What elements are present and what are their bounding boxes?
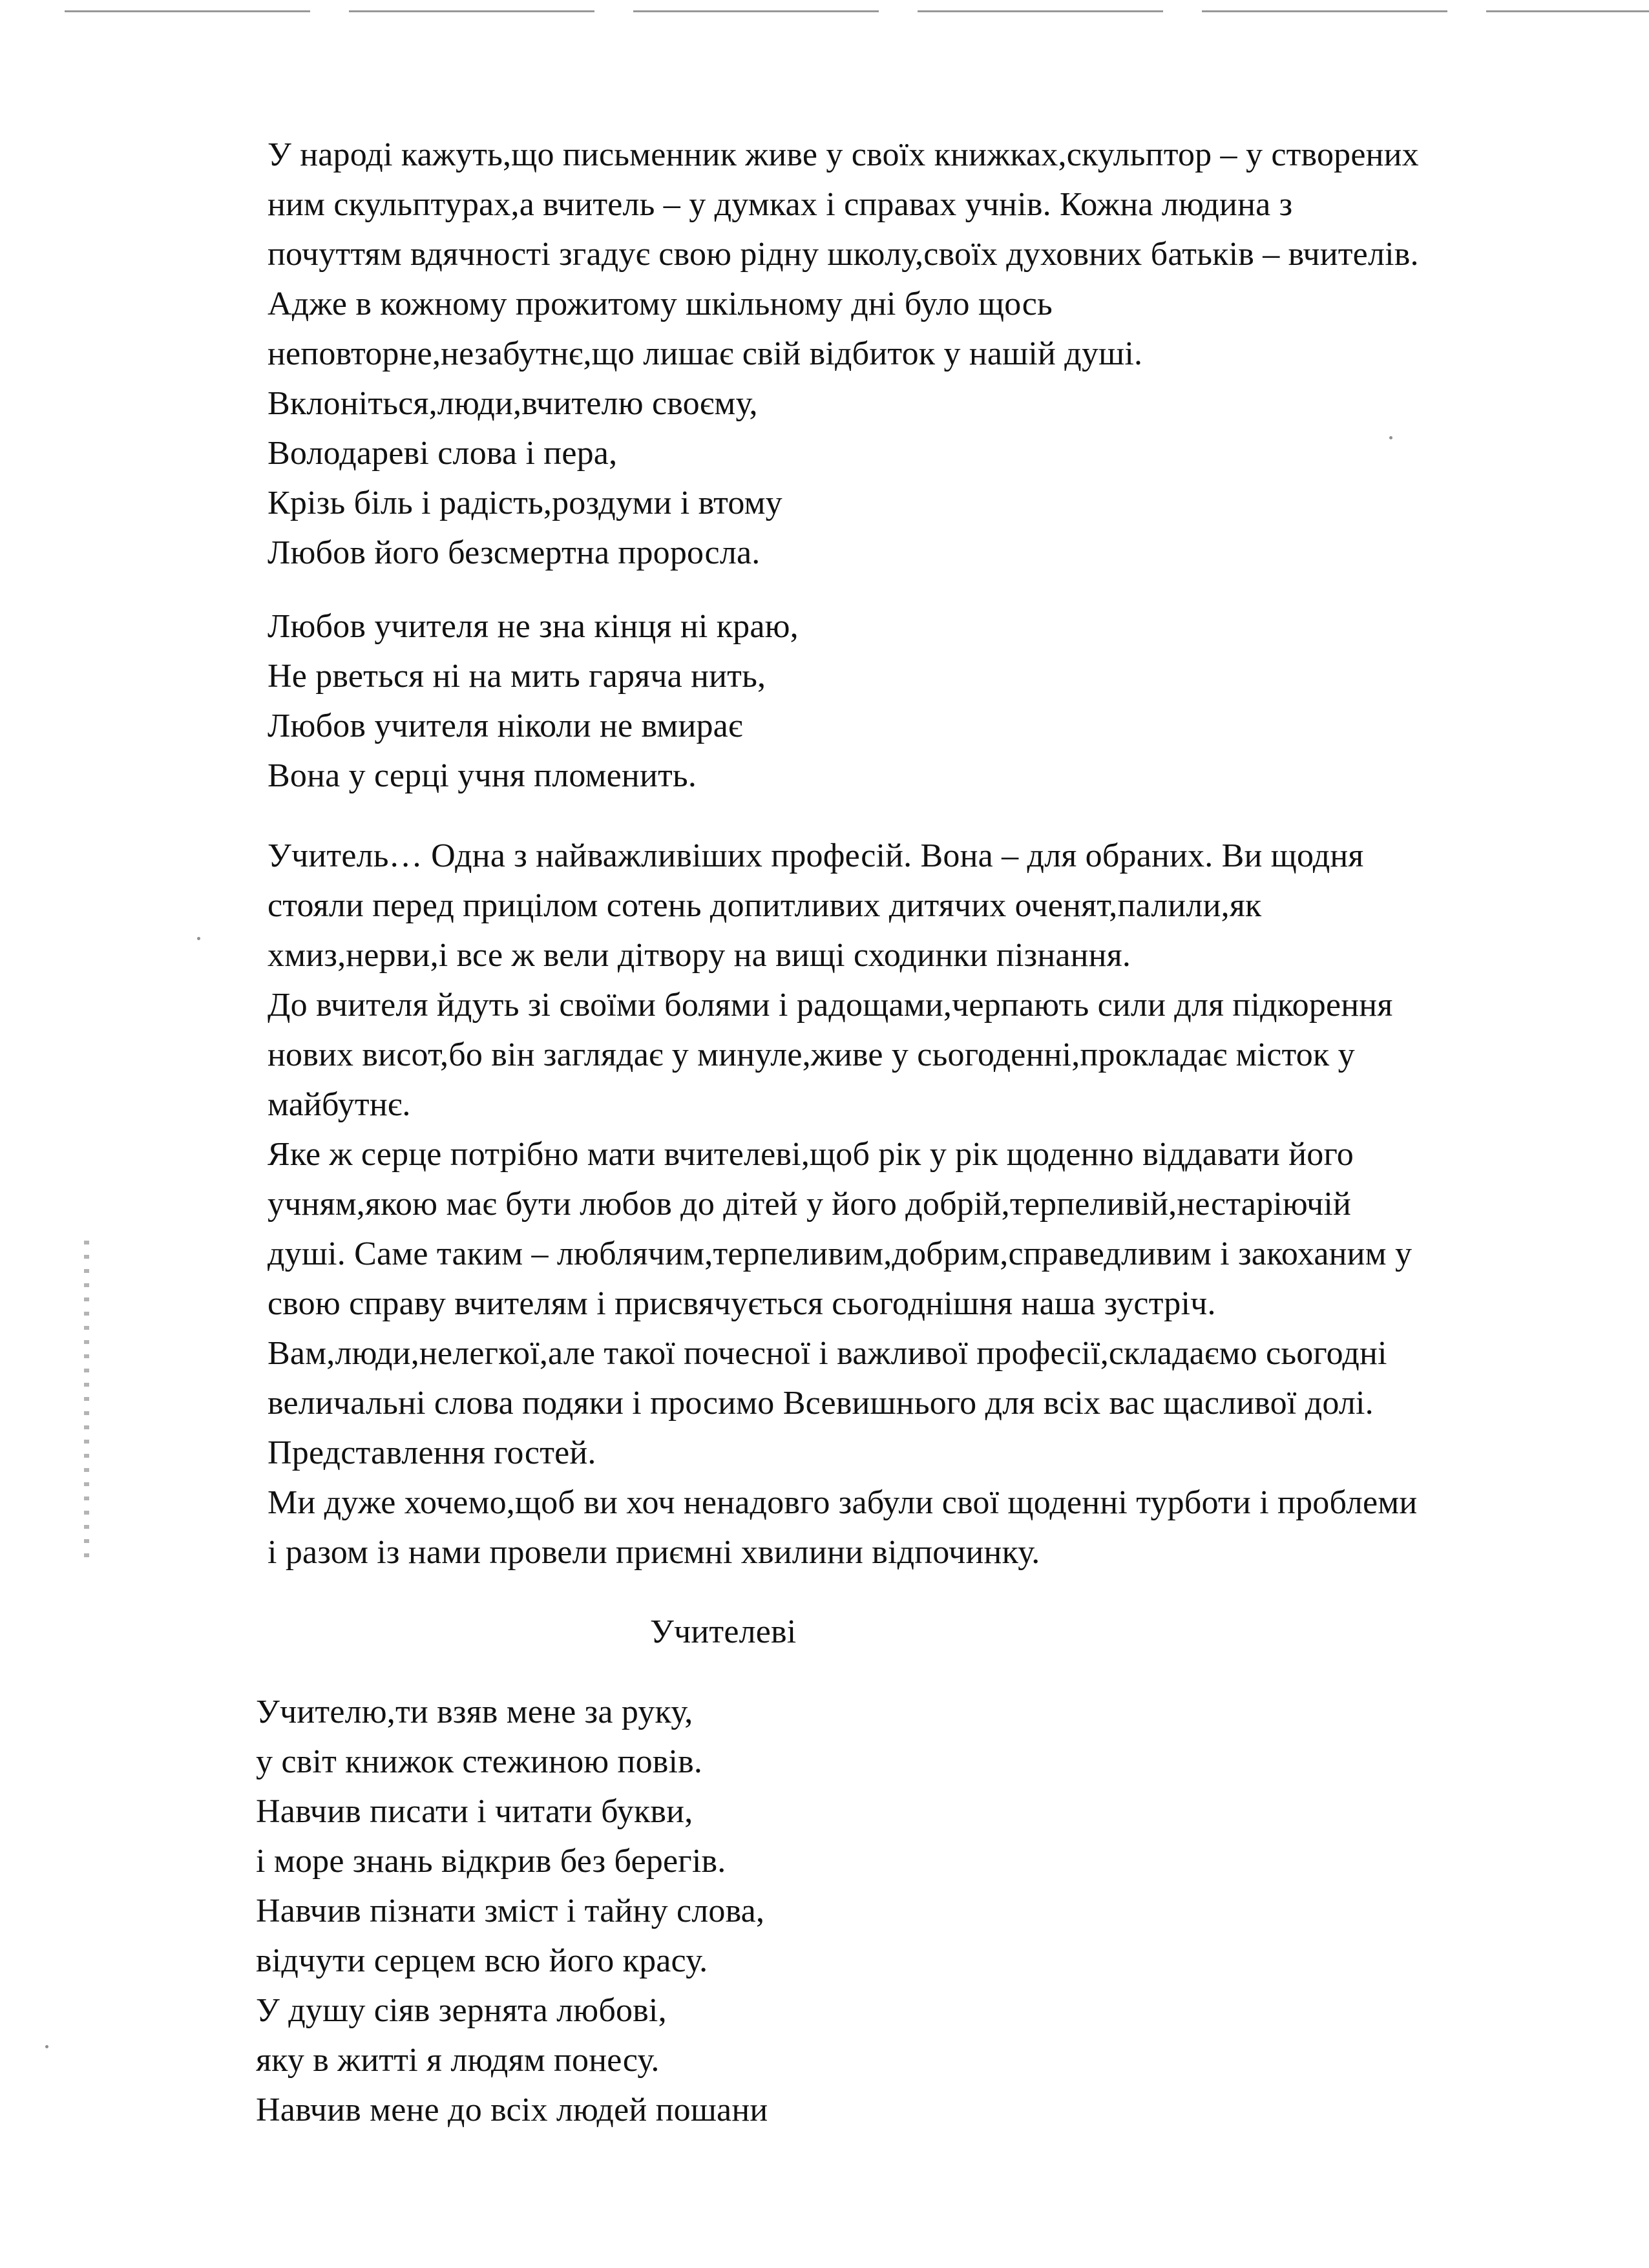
body-line: Представлення гостей. xyxy=(268,1434,596,1471)
body-line: Ми дуже хочемо,щоб ви хоч ненадовго забули свої щоденні турботи і проблеми xyxy=(268,1484,1418,1521)
body-line: До вчителя йдуть зі своїми болями і радощами,черпають сили для підкорення xyxy=(268,987,1393,1024)
poem-line: Учителю,ти взяв мене за руку, xyxy=(256,1694,693,1730)
body-line: Учитель… Одна з найважливіших професій. Вона – для обраних. Ви щодня xyxy=(268,837,1364,874)
intro-line: У народі кажуть,що письменник живе у своїх книжках,скульптор – у створених xyxy=(268,136,1419,173)
poem-line: Любов учителя не зна кінця ні краю, xyxy=(268,608,799,645)
body-line: учням,якою має бути любов до дітей у його добрій,терпеливій,нестаріючій xyxy=(268,1186,1352,1223)
poem-line: Любов учителя ніколи не вмирає xyxy=(268,708,743,744)
poem-line: У душу сіяв зернята любові, xyxy=(256,1992,667,2029)
intro-line: неповторне,незабутнє,що лишає свій відбиток у нашій душі. xyxy=(268,335,1143,372)
poem-title: Учителеві xyxy=(650,1613,797,1650)
body-line: душі. Саме таким – люблячим,терпеливим,добрим,справедливим і закоханим у xyxy=(268,1235,1413,1272)
poem-line: Володареві слова і пера, xyxy=(268,435,618,472)
poem-line: Крізь біль і радість,роздуми і втому xyxy=(268,485,782,521)
poem-line: і море знань відкрив без берегів. xyxy=(256,1843,726,1880)
body-line: і разом із нами провели приємні хвилини відпочинку. xyxy=(268,1534,1040,1571)
intro-line: Адже в кожному прожитому шкільному дні було щось xyxy=(268,286,1053,322)
body-line: хмиз,нерви,і все ж вели дітвору на вищі сходинки пізнання. xyxy=(268,937,1131,974)
poem-line: Не рветься ні на мить гаряча нить, xyxy=(268,658,766,695)
poem-line: яку в житті я людям понесу. xyxy=(256,2042,660,2079)
poem-line: відчути серцем всю його красу. xyxy=(256,1942,708,1979)
poem-line: Вклоніться,люди,вчителю своєму, xyxy=(268,385,758,422)
poem-line: Любов його безсмертна проросла. xyxy=(268,534,761,571)
body-line: Вам,люди,нелегкої,але такої почесної і важливої професії,складаємо сьогодні xyxy=(268,1335,1387,1372)
body-line: Яке ж серце потрібно мати вчителеві,щоб рік у рік щоденно віддавати його xyxy=(268,1136,1354,1173)
body-line: майбутнє. xyxy=(268,1086,411,1123)
body-line: нових висот,бо він заглядає у минуле,живе у сьогоденні,прокладає місток у xyxy=(268,1036,1355,1073)
body-line: свою справу вчителям і присвячується сьогоднішня наша зустріч. xyxy=(268,1285,1216,1322)
poem-line: Вона у серці учня пломенить. xyxy=(268,757,697,794)
poem-line: у світ книжок стежиною повів. xyxy=(256,1743,703,1780)
poem-line: Навчив мене до всіх людей пошани xyxy=(256,2092,768,2128)
body-line: стояли перед прицілом сотень допитливих дитячих оченят,палили,як xyxy=(268,887,1262,924)
poem-line: Навчив писати і читати букви, xyxy=(256,1793,693,1830)
poem-line: Навчив пізнати зміст і тайну слова, xyxy=(256,1893,765,1929)
body-line: величальні слова подяки і просимо Всевишнього для всіх вас щасливої долі. xyxy=(268,1385,1374,1422)
intro-line: почуттям вдячності згадує свою рідну школу,своїх духовних батьків – вчителів. xyxy=(268,236,1419,273)
intro-line: ним скульптурах,а вчитель – у думках і справах учнів. Кожна людина з xyxy=(268,186,1293,223)
